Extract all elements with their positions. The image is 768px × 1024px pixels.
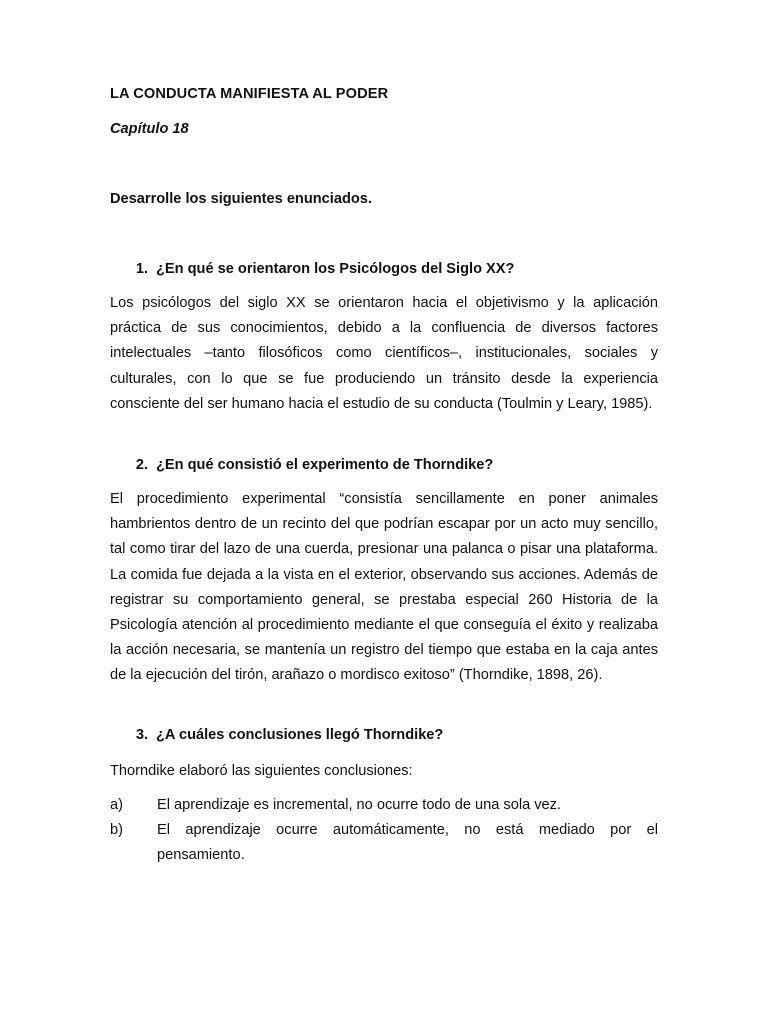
- question-text: ¿En qué se orientaron los Psicólogos del Siglo XX?: [156, 261, 515, 277]
- question-text: ¿A cuáles conclusiones llegó Thorndike?: [156, 727, 444, 743]
- question-2: [110, 457, 658, 473]
- list-marker: a): [110, 797, 123, 813]
- answer-2: El procedimiento experimental “consistía sencillamente en poner animales hambrientos dentro de un recinto del que podrían escapar por un acto muy sencillo, tal como tirar del lazo de una cuerda, presionar una palanca o pisar una plataforma. La comida fue dejada a la vista en el exterior, observando sus acciones. Además de registrar su comportamiento general, se prestaba especial 260 Historia de la Psicología atención al procedimiento mediante el que conseguía el éxito y realizaba la acción necesaria, se mantenía un registro del tiempo que estaba en la caja antes de la ejecución del tirón, arañazo o mordisco exitoso” (Thorndike, 1898, 26).: [110, 491, 658, 684]
- question-number: 1.: [135, 261, 148, 277]
- list-item-text: El aprendizaje es incremental, no ocurre todo de una sola vez.: [157, 797, 562, 813]
- question-1: [110, 261, 658, 277]
- answer-3: Thorndike elaboró las siguientes conclusiones:: [110, 763, 413, 779]
- list-item-text: El aprendizaje ocurre automáticamente, no está mediado por el pensamiento.: [157, 822, 658, 864]
- question-number: 2.: [135, 457, 148, 473]
- instruction-text: Desarrolle los siguientes enunciados.: [110, 191, 372, 207]
- question-number: 3.: [135, 727, 148, 743]
- chapter-subtitle: Capítulo 18: [110, 121, 189, 137]
- conclusion-list-item: [110, 818, 658, 868]
- question-3: [110, 727, 658, 743]
- answer-1: Los psicólogos del siglo XX se orientaron hacia el objetivismo y la aplicación práctica de sus conocimientos, debido a la confluencia de diversos factores intelectuales –tanto filosóficos como científicos–, institucionales, sociales y culturales, con lo que se fue produciendo un tránsito desde la experiencia consciente del ser humano hacia el estudio de su conducta (Toulmin y Leary, 1985).: [110, 295, 658, 412]
- list-marker: b): [110, 822, 123, 838]
- document-title: LA CONDUCTA MANIFIESTA AL PODER: [110, 86, 389, 102]
- question-text: ¿En qué consistió el experimento de Thorndike?: [156, 457, 494, 473]
- conclusion-list-item: [110, 793, 658, 818]
